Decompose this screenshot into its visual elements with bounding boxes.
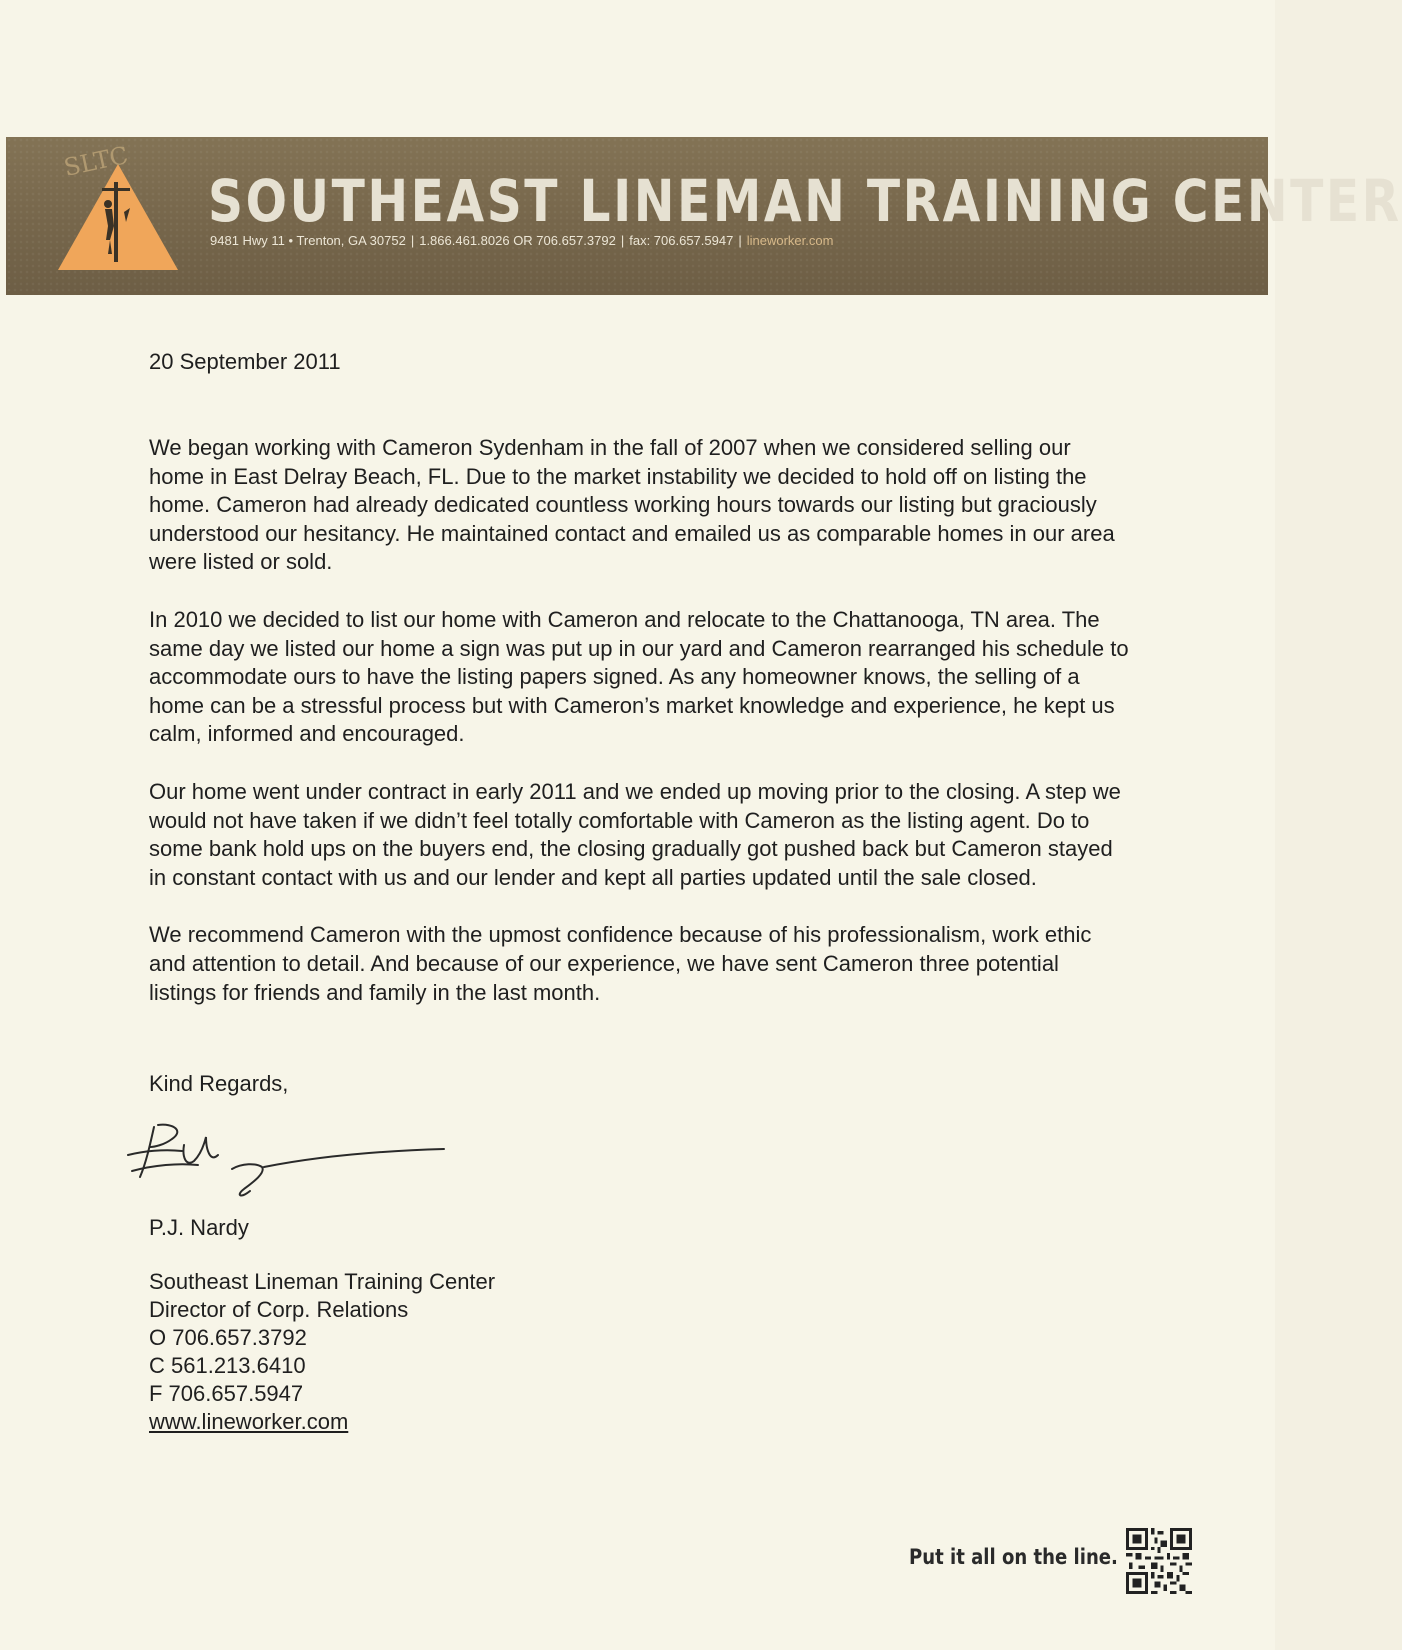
- letterhead-website: lineworker.com: [746, 233, 834, 248]
- handwritten-signature: [124, 1115, 484, 1211]
- signer-title: Director of Corp. Relations: [149, 1297, 409, 1322]
- signer-organization: Southeast Lineman Training Center: [149, 1269, 496, 1294]
- letter-body: [149, 434, 1129, 1036]
- letter-paragraph: We recommend Cameron with the upmost confidence because of his professionalism, work ethic and attention to detail. And because of our experience, we have sent Cameron three potential listings for friends and family in the last month.: [149, 922, 1092, 1005]
- letter-paragraph: We began working with Cameron Sydenham in the fall of 2007 when we considered selling our home in East Delray Beach, FL. Due to the market instability we decided to hold off on listing the home. Cameron had already dedicated countless working hours towards our listing but graciously understood our hesitancy. He maintained contact and emailed us as comparable homes in our area were listed or sold.: [149, 435, 1115, 575]
- organization-name: SOUTHEAST LINEMAN TRAINING CENTER: [208, 167, 1402, 235]
- letter-paragraph: Our home went under contract in early 2011 and we ended up moving prior to the closing. A step we would not have taken if we didn’t feel totally comfortable with Cameron as the listing agent. Do to some bank hold ups on the buyers end, the closing gradually got pushed back but Cameron stayed in constant contact with us and our lender and kept all parties updated until the sale closed.: [149, 778, 1121, 890]
- cell-phone: C 561.213.6410: [149, 1353, 306, 1378]
- signer-name: P.J. Nardy: [149, 1215, 249, 1240]
- signer-contact-block: [149, 1268, 1129, 1436]
- sltc-logo-icon: [52, 142, 184, 282]
- website-link[interactable]: www.lineworker.com: [149, 1409, 349, 1434]
- qr-code-icon: [1126, 1528, 1192, 1594]
- logo-lettering: SLTC: [61, 141, 131, 182]
- office-phone: O 706.657.3792: [149, 1325, 307, 1350]
- fax-number: F 706.657.5947: [149, 1381, 304, 1406]
- letterhead-phones: 1.866.461.8026 OR 706.657.3792: [419, 233, 616, 248]
- letter-date: 20 September 2011: [149, 349, 341, 374]
- letterhead-contact-line: 9481 Hwy 11 • Trenton, GA 30752 | 1.866.461.8026 OR 706.657.3792 | fax: 706.657.5947 | lineworker.com: [210, 233, 834, 248]
- letterhead-fax: fax: 706.657.5947: [629, 233, 734, 248]
- letterhead-address: 9481 Hwy 11 • Trenton, GA 30752: [210, 233, 406, 248]
- letter-paragraph: In 2010 we decided to list our home with Cameron and relocate to the Chattanooga, TN area. The same day we listed our home a sign was put up in our yard and Cameron rearranged his schedule to accommodate ours to have the listing papers signed. As any homeowner knows, the selling of a home can be a stressful process but with Cameron’s market knowledge and experience, he kept us calm, informed and encouraged.: [149, 606, 1129, 747]
- footer-tagline: Put it all on the line.: [909, 1545, 1118, 1569]
- letter-closing: Kind Regards,: [149, 1071, 289, 1096]
